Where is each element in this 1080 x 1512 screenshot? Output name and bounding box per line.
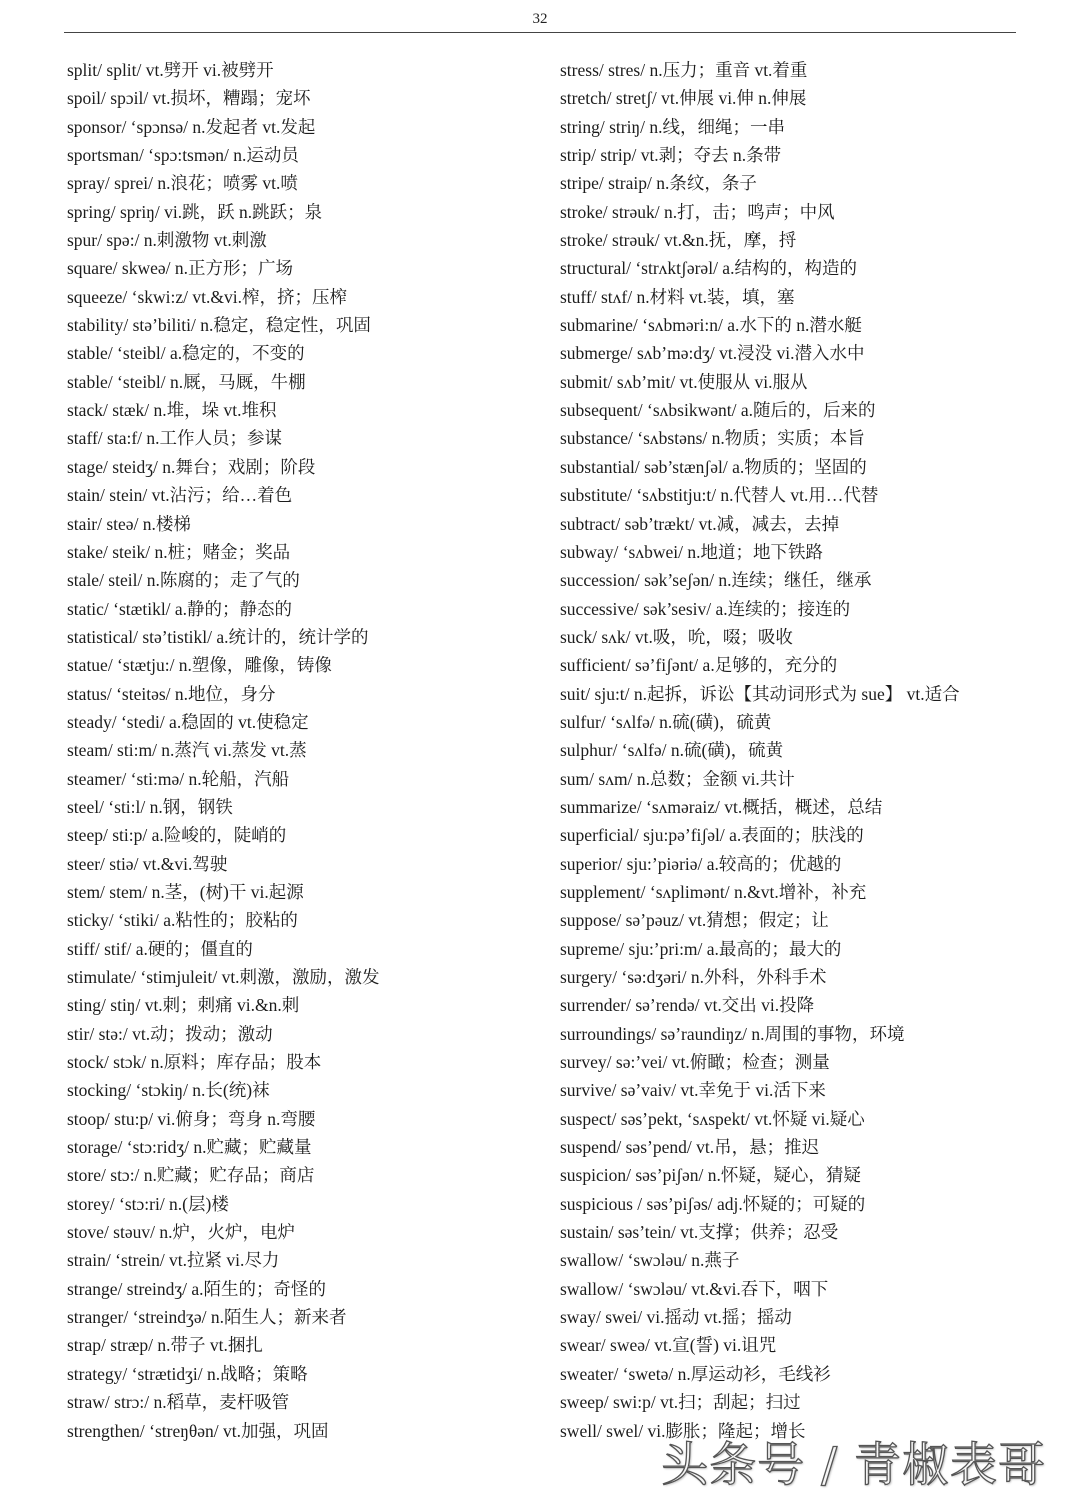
word-entry: subtract/ səb’trækt/ vt.减，减去，去掉 — [560, 513, 840, 534]
word-entry: steel/ ‘sti:l/ n.钢，钢铁 — [67, 796, 233, 817]
word-entry: stove/ stəuv/ n.炉，火炉，电炉 — [67, 1222, 295, 1243]
word-entry: superficial/ sju:pə’fiʃəl/ a.表面的；肤浅的 — [560, 825, 864, 846]
word-entry: stale/ steil/ n.陈腐的；走了气的 — [67, 570, 300, 591]
word-entry: stair/ steə/ n.楼梯 — [67, 513, 191, 534]
word-entry: subsequent/ ‘sʌbsikwənt/ a.随后的，后来的 — [560, 400, 876, 421]
word-entry: submerge/ sʌb’mə:dʒ/ vt.浸没 vi.潜入水中 — [560, 343, 865, 364]
word-entry: sweater/ ‘swetə/ n.厚运动衫，毛线衫 — [560, 1363, 831, 1384]
word-entry: static/ ‘stætikl/ a.静的；静态的 — [67, 598, 293, 619]
word-entry: subway/ ‘sʌbwei/ n.地道；地下铁路 — [560, 541, 823, 562]
word-entry: strengthen/ ‘streŋθən/ vt.加强，巩固 — [67, 1420, 329, 1441]
word-entry: surroundings/ sə’raundiŋz/ n.周围的事物，环境 — [560, 1023, 905, 1044]
word-entry: sponsor/ ‘spɔnsə/ n.发起者 vt.发起 — [67, 116, 316, 137]
left-column — [67, 56, 537, 1445]
word-entry: steam/ sti:m/ n.蒸汽 vi.蒸发 vt.蒸 — [67, 740, 307, 761]
word-entry: suspicious / səs’piʃəs/ adj.怀疑的；可疑的 — [560, 1193, 866, 1214]
word-entry: swell/ swel/ vi.膨胀；隆起；增长 — [560, 1420, 806, 1441]
word-entry: stocking/ ‘stɔkiŋ/ n.长(统)袜 — [67, 1080, 270, 1101]
word-entry: strip/ strip/ vt.剥；夺去 n.条带 — [560, 145, 782, 166]
word-entry: sway/ swei/ vi.摇动 vt.摇；摇动 — [560, 1307, 792, 1328]
word-entry: sustain/ səs’tein/ vt.支撑；供养；忍受 — [560, 1222, 839, 1243]
word-entry: substitute/ ‘sʌbstitju:t/ n.代替人 vt.用…代替 — [560, 485, 879, 506]
word-entry: spray/ sprei/ n.浪花；喷雾 vt.喷 — [67, 173, 298, 194]
header-rule — [64, 32, 1016, 33]
word-entry: statistical/ stə’tistikl/ a.统计的，统计学的 — [67, 626, 369, 647]
word-entry: stimulate/ ‘stimjuleit/ vt.刺激，激励，激发 — [67, 967, 380, 987]
word-entry: substance/ ‘sʌbstəns/ n.物质；实质；本旨 — [560, 428, 865, 449]
word-entry: statue/ ‘stætju:/ n.塑像，雕像，铸像 — [67, 655, 332, 676]
word-entry: spring/ spriŋ/ vi.跳，跃 n.跳跃；泉 — [67, 201, 323, 222]
word-entry: sticky/ ‘stiki/ a.粘性的；胶粘的 — [67, 910, 298, 931]
word-entry: split/ split/ vt.劈开 vi.被劈开 — [67, 60, 274, 80]
word-entry: stretch/ stretʃ/ vt.伸展 vi.伸 n.伸展 — [560, 88, 807, 109]
word-entry: storey/ ‘stɔ:ri/ n.(层)楼 — [67, 1193, 229, 1214]
word-entry: store/ stɔ:/ n.贮藏；贮存品；商店 — [67, 1165, 315, 1186]
word-entry: stability/ stə’biliti/ n.稳定，稳定性，巩固 — [67, 315, 371, 336]
right-column — [560, 56, 1030, 1445]
word-entry: submit/ sʌb’mit/ vt.使服从 vi.服从 — [560, 371, 808, 392]
word-entry: suspend/ səs’pend/ vt.吊，悬；推迟 — [560, 1137, 820, 1158]
word-entry: stiff/ stif/ a.硬的；僵直的 — [67, 938, 253, 959]
word-entry: stake/ steik/ n.桩；赌金；奖品 — [67, 541, 291, 562]
word-entry: steady/ ‘stedi/ a.稳固的 vt.使稳定 — [67, 711, 309, 732]
word-entry: stain/ stein/ vt.沾污；给…着色 — [67, 485, 293, 506]
word-entry: stage/ steidʒ/ n.舞台；戏剧；阶段 — [67, 456, 316, 477]
word-entry: stranger/ ‘streindʒə/ n.陌生人；新来者 — [67, 1307, 347, 1328]
word-entry: suck/ sʌk/ vt.吸，吮，啜；吸收 — [560, 626, 793, 647]
word-entry: suppose/ sə’pəuz/ vt.猜想；假定；让 — [560, 910, 829, 931]
word-entry: stripe/ straip/ n.条纹，条子 — [560, 173, 757, 194]
word-entry: supplement/ ‘sʌplimənt/ n.&vt.增补，补充 — [560, 881, 867, 902]
word-entry: sportsman/ ‘spɔ:tsmən/ n.运动员 — [67, 145, 299, 166]
word-entry: strain/ ‘strein/ vt.拉紧 vi.尽力 — [67, 1250, 280, 1271]
word-entry: stroke/ strəuk/ vt.&n.抚，摩，捋 — [560, 230, 797, 251]
word-entry: spoil/ spɔil/ vt.损坏，糟蹋；宠坏 — [67, 88, 311, 109]
word-entry: strategy/ ‘strætidʒi/ n.战略；策略 — [67, 1363, 308, 1384]
word-entry: sting/ stiŋ/ vt.刺；刺痛 vi.&n.刺 — [67, 995, 300, 1016]
word-entry: strange/ streindʒ/ a.陌生的；奇怪的 — [67, 1278, 327, 1299]
word-entry: status/ ‘steitəs/ n.地位，身分 — [67, 683, 276, 704]
word-entry: square/ skweə/ n.正方形；广场 — [67, 258, 294, 279]
word-entry: storage/ ‘stɔ:ridʒ/ n.贮藏；贮藏量 — [67, 1137, 312, 1158]
word-entry: succession/ sək’seʃən/ n.连续；继任，继承 — [560, 570, 872, 591]
word-entry: stem/ stem/ n.茎，(树)干 vi.起源 — [67, 881, 304, 902]
word-entry: stoop/ stu:p/ vi.俯身；弯身 n.弯腰 — [67, 1108, 316, 1129]
word-entry: stir/ stə:/ vt.动；拨动；激动 — [67, 1023, 273, 1044]
word-entry: sulfur/ ‘sʌlfə/ n.硫(磺)，硫黄 — [560, 711, 772, 732]
word-entry: sufficient/ sə’fiʃənt/ a.足够的，充分的 — [560, 655, 838, 676]
word-entry: structural/ ‘strʌktʃərəl/ a.结构的，构造的 — [560, 258, 857, 279]
word-entry: sulphur/ ‘sʌlfə/ n.硫(磺)，硫黄 — [560, 740, 784, 761]
word-entry: steer/ stiə/ vt.&vi.驾驶 — [67, 853, 228, 874]
word-entry: superior/ sju:’piəriə/ a.较高的；优越的 — [560, 853, 842, 874]
word-entry: string/ striŋ/ n.线，细绳；一串 — [560, 116, 785, 137]
page-number: 32 — [532, 11, 548, 27]
word-entry: suspicion/ səs’piʃən/ n.怀疑，疑心，猜疑 — [560, 1165, 861, 1186]
word-entry: survey/ sə:’vei/ vt.俯瞰；检查；测量 — [560, 1052, 830, 1073]
word-entry: suspect/ səs’pekt, ‘sʌspekt/ vt.怀疑 vi.疑心 — [560, 1108, 865, 1129]
word-entry: steamer/ ‘sti:mə/ n.轮船，汽船 — [67, 768, 290, 789]
word-entry: supreme/ sju:’pri:m/ a.最高的；最大的 — [560, 938, 842, 959]
word-entry: squeeze/ ‘skwi:z/ vt.&vi.榨，挤；压榨 — [67, 286, 347, 307]
word-entry: stable/ ‘steibl/ a.稳定的，不变的 — [67, 343, 305, 364]
word-entry: straw/ strɔ:/ n.稻草，麦杆吸管 — [67, 1392, 290, 1413]
word-entry: stroke/ strəuk/ n.打，击；鸣声；中风 — [560, 201, 835, 222]
word-entry: stuff/ stʌf/ n.材料 vt.装，填，塞 — [560, 286, 795, 307]
word-entry: strap/ stræp/ n.带子 vt.捆扎 — [67, 1335, 263, 1356]
word-entry: substantial/ səb’stænʃəl/ a.物质的；坚固的 — [560, 456, 867, 477]
word-entry: swear/ sweə/ vt.宣(誓) vi.诅咒 — [560, 1335, 777, 1356]
word-entry: stock/ stɔk/ n.原料；库存品；股本 — [67, 1052, 322, 1073]
word-entry: stress/ stres/ n.压力；重音 vt.着重 — [560, 60, 808, 80]
word-entry: summarize/ ‘sʌməraiz/ vt.概括，概述，总结 — [560, 796, 883, 817]
word-entry: stable/ ‘steibl/ n.厩，马厩，牛棚 — [67, 371, 306, 392]
word-entry: swallow/ ‘swɔləu/ n.燕子 — [560, 1250, 740, 1271]
word-entry: staff/ sta:f/ n.工作人员；参谋 — [67, 428, 283, 449]
word-entry: swallow/ ‘swɔləu/ vt.&vi.吞下，咽下 — [560, 1278, 829, 1299]
word-entry: survive/ sə’vaiv/ vt.幸免于 vi.活下来 — [560, 1080, 826, 1101]
watermark: 头条号 / 青椒表哥 — [661, 1438, 1046, 1493]
word-entry: steep/ sti:p/ a.险峻的，陡峭的 — [67, 825, 287, 846]
word-entry: spur/ spə:/ n.刺激物 vt.刺激 — [67, 230, 267, 251]
word-entry: stack/ stæk/ n.堆，垛 vt.堆积 — [67, 400, 277, 421]
word-entry: surgery/ ‘sə:dʒəri/ n.外科，外科手术 — [560, 967, 827, 987]
word-entry: sweep/ swi:p/ vt.扫；刮起；扫过 — [560, 1392, 801, 1413]
word-entry: sum/ sʌm/ n.总数；金额 vi.共计 — [560, 768, 795, 789]
word-entry: surrender/ sə’rendə/ vt.交出 vi.投降 — [560, 995, 815, 1016]
word-entry: suit/ sju:t/ n.起拆，诉讼【其动词形式为 sue】 vt.适合 — [560, 683, 960, 704]
word-entry: successive/ sək’sesiv/ a.连续的；接连的 — [560, 598, 851, 619]
word-entry: submarine/ ‘sʌbməri:n/ a.水下的 n.潜水艇 — [560, 315, 862, 336]
